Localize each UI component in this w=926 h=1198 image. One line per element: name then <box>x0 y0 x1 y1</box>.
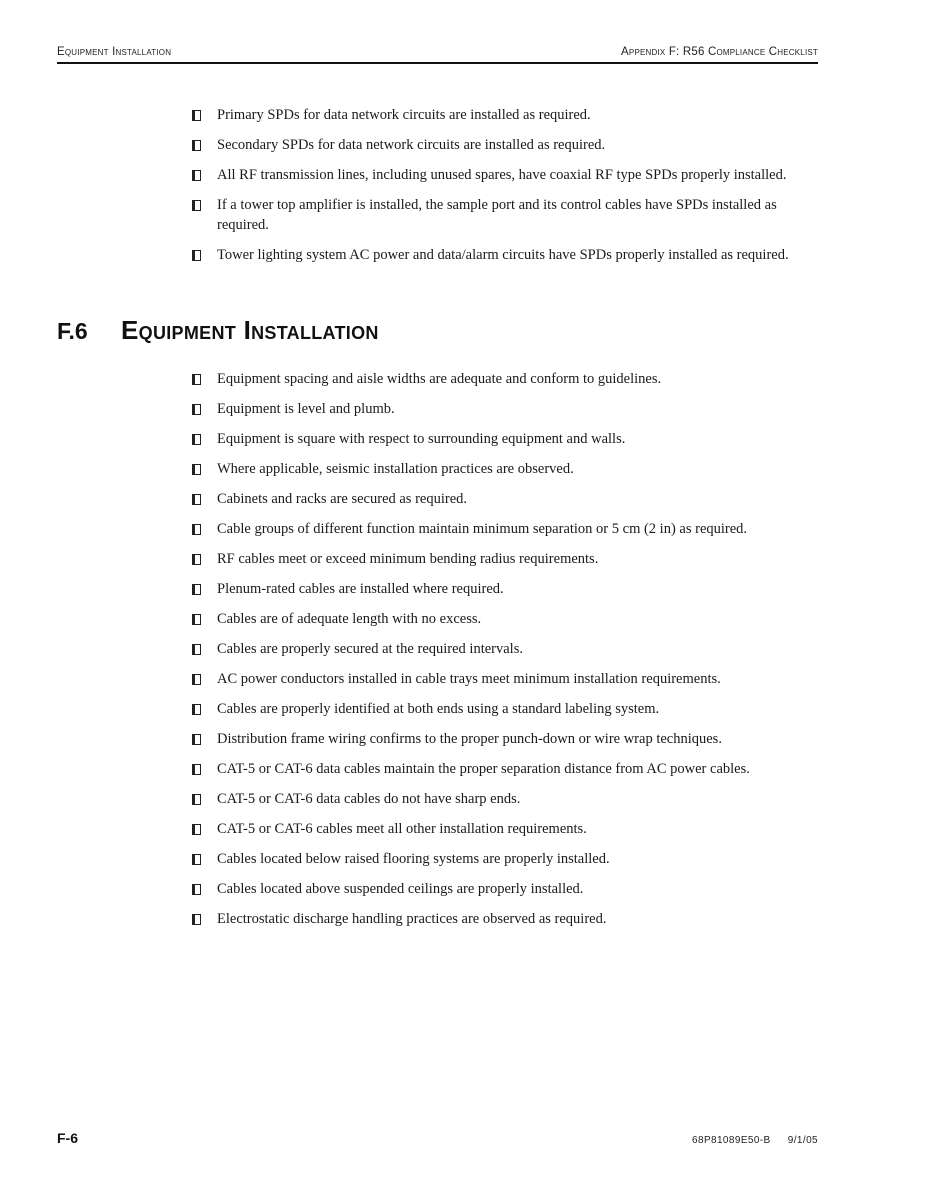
equipment-installation-checklist <box>192 370 804 930</box>
checklist-item-text: Tower lighting system AC power and data/alarm circuits have SPDs properly installed as required. <box>217 246 789 263</box>
checklist-item-text: Secondary SPDs for data network circuits are installed as required. <box>217 137 606 153</box>
checklist-item <box>192 730 804 750</box>
checklist-item <box>192 850 804 870</box>
checklist-item <box>192 136 804 156</box>
checklist-item <box>192 640 804 660</box>
checklist-item-text: CAT-5 or CAT-6 data cables do not have sharp ends. <box>217 791 521 807</box>
checklist-item <box>192 490 804 510</box>
checkbox-icon <box>192 374 201 385</box>
checklist-item-text: Equipment is square with respect to surrounding equipment and walls. <box>217 431 626 447</box>
checklist-item <box>192 196 804 235</box>
header-left-title: Equipment Installation <box>57 46 172 58</box>
checklist-item <box>192 910 804 930</box>
checklist-item-text: AC power conductors installed in cable trays meet minimum installation requirements. <box>217 671 721 687</box>
running-footer <box>57 1130 818 1146</box>
checkbox-icon <box>192 884 201 895</box>
checklist-item-text: Cables located above suspended ceilings are properly installed. <box>217 881 584 897</box>
checkbox-icon <box>192 584 201 595</box>
checklist-item <box>192 400 804 420</box>
checkbox-icon <box>192 914 201 925</box>
section-title: Equipment Installation <box>121 315 379 345</box>
checklist-item-text: Equipment is level and plumb. <box>217 401 395 417</box>
checkbox-icon <box>192 494 201 505</box>
footer-doc-info <box>692 1135 818 1146</box>
checklist-item <box>192 790 804 810</box>
checkbox-icon <box>192 764 201 775</box>
checklist-item <box>192 820 804 840</box>
checkbox-icon <box>192 794 201 805</box>
checklist-item <box>192 520 804 540</box>
header-right-title: Appendix F: R56 Compliance Checklist <box>621 46 818 58</box>
checklist-item-text: Electrostatic discharge handling practices are observed as required. <box>217 911 607 927</box>
checklist-item <box>192 370 804 390</box>
checklist-item-text: Where applicable, seismic installation practices are observed. <box>217 461 574 477</box>
footer-date: 9/1/05 <box>787 1135 818 1146</box>
checklist-item <box>192 550 804 570</box>
checklist-item <box>192 106 804 126</box>
intro-checklist <box>192 106 804 265</box>
section-heading <box>57 315 818 346</box>
checkbox-icon <box>192 734 201 745</box>
checkbox-icon <box>192 824 201 835</box>
checklist-item-text: RF cables meet or exceed minimum bending radius requirements. <box>217 551 599 567</box>
checkbox-icon <box>192 704 201 715</box>
checkbox-icon <box>192 854 201 865</box>
checkbox-icon <box>192 464 201 475</box>
section-number: F.6 <box>57 318 88 344</box>
checkbox-icon <box>192 644 201 655</box>
checklist-item-text: Cables are properly identified at both ends using a standard labeling system. <box>217 701 660 717</box>
checklist-item <box>192 610 804 630</box>
checklist-item-text: Equipment spacing and aisle widths are adequate and conform to guidelines. <box>217 371 662 387</box>
checklist-item <box>192 700 804 720</box>
checklist-item <box>192 580 804 600</box>
checklist-item <box>192 760 804 780</box>
checklist-item <box>192 460 804 480</box>
checkbox-icon <box>192 554 201 565</box>
checkbox-icon <box>192 524 201 535</box>
checklist-item-text: If a tower top amplifier is installed, the sample port and its control cables have SPDs installed as required. <box>217 197 777 233</box>
checklist-item <box>192 430 804 450</box>
checkbox-icon <box>192 140 201 151</box>
checklist-item-text: All RF transmission lines, including unused spares, have coaxial RF type SPDs properly installed. <box>217 167 787 183</box>
checkbox-icon <box>192 200 201 211</box>
checkbox-icon <box>192 674 201 685</box>
checklist-item-text: Cable groups of different function maintain minimum separation or 5 cm (2 in) as required. <box>217 521 748 537</box>
checklist-item-text: Plenum-rated cables are installed where required. <box>217 581 504 597</box>
checklist-item <box>192 166 804 186</box>
checklist-item-text: Cables located below raised flooring systems are properly installed. <box>217 851 610 867</box>
checkbox-icon <box>192 110 201 121</box>
checklist-item-text: CAT-5 or CAT-6 cables meet all other installation requirements. <box>217 821 587 837</box>
checklist-item-text: CAT-5 or CAT-6 data cables maintain the proper separation distance from AC power cables. <box>217 761 750 777</box>
checkbox-icon <box>192 404 201 415</box>
checklist-item-text: Cabinets and racks are secured as required. <box>217 491 468 507</box>
checklist-item <box>192 880 804 900</box>
footer-doc-number: 68P81089E50-B <box>692 1135 771 1146</box>
checklist-item-text: Primary SPDs for data network circuits are installed as required. <box>217 107 591 123</box>
footer-page-number: F-6 <box>57 1130 78 1146</box>
checklist-item <box>192 670 804 690</box>
checklist-item-text: Distribution frame wiring confirms to the proper punch-down or wire wrap techniques. <box>217 731 722 747</box>
checkbox-icon <box>192 614 201 625</box>
checklist-item-text: Cables are of adequate length with no excess. <box>217 611 482 627</box>
running-header <box>57 46 818 64</box>
checkbox-icon <box>192 170 201 181</box>
checkbox-icon <box>192 434 201 445</box>
checkbox-icon <box>192 250 201 261</box>
checklist-item <box>192 246 804 266</box>
checklist-item-text: Cables are properly secured at the required intervals. <box>217 641 523 657</box>
